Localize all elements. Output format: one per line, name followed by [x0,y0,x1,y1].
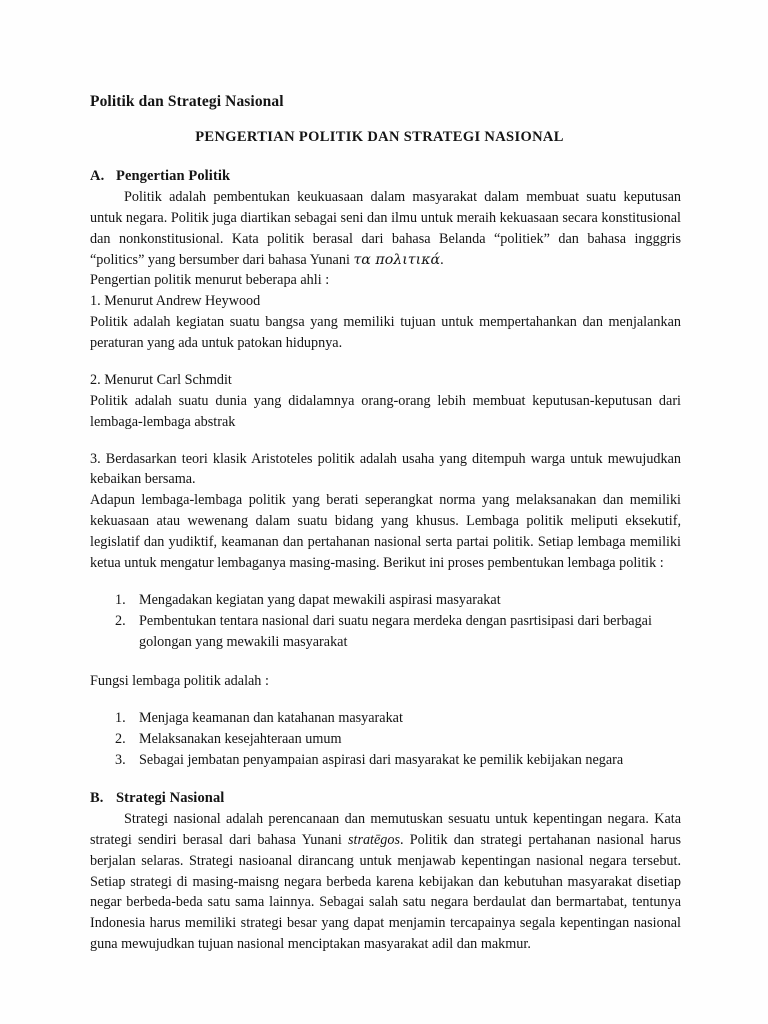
paragraph-strategi-nasional [90,809,681,955]
paragraph-pengertian-politik [90,187,681,271]
list-item [90,708,681,729]
list-item [90,611,681,653]
spacer [90,574,681,590]
spacer [90,771,681,790]
list-item-label: Melaksanakan kesejahteraan umum [139,731,342,748]
list-item-number: 3. [115,752,126,769]
paragraph-text-part2: . Politik dan strategi pertahanan nasional harus berjalan selaras. Strategi nasioanal dirancang untuk menjawab kepentingan nasional negara tersebut. Setiap strategi di masing-maisng negara berbeda karena kebijakan dan kebutuhan masyarakat disetiap negar berbeda-beda satu sama lainnya. Sebagai salah satu negara berdaulat dan bermartabat, tentunya Indonesia harus memiliki strategi besar yang dapat menjamin tercapainya segala kepentingan nasional guna mewujudkan tujuan nasional menciptakan masyarakat adil dan makmur. [90,831,681,953]
section-title-b: Strategi Nasional [116,789,225,806]
list-item [90,750,681,771]
list-item [90,590,681,611]
section-letter-b: B. [90,789,104,806]
greek-term-ta-politika: τα πολιτικά [353,251,441,268]
section-letter-a: A. [90,167,105,184]
paragraph-text-part2: . [440,251,444,268]
italic-term-strategos: stratēgos [347,831,401,848]
list-item-label: Sebagai jembatan penyampaian aspirasi dari masyarakat ke pemilik kebijakan negara [139,752,624,769]
list-item-number: 1. [115,710,126,727]
spacer [90,652,681,671]
list-fungsi-lembaga [90,708,681,771]
expert-3-definition: 3. Berdasarkan teori klasik Aristoteles politik adalah usaha yang ditempuh warga untuk mewujudkan kebaikan bersama. [90,450,681,488]
page-title: Politik dan Strategi Nasional [90,93,284,110]
expert-1-name: 1. Menurut Andrew Heywood [90,293,261,310]
list-item-label: Pembentukan tentara nasional dari suatu negara merdeka dengan pasrtisipasi dari berbagai golongan yang mewakili masyarakat [139,612,652,650]
spacer [90,433,681,449]
list-item [90,729,681,750]
expert-2-definition: Politik adalah suatu dunia yang didalamnya orang-orang lebih membuat keputusan-keputusan dari lembaga-lembaga abstrak [90,392,681,430]
list-item-label: Menjaga keamanan dan katahanan masyarakat [139,710,403,727]
section-title-a: Pengertian Politik [116,167,231,184]
spacer [90,692,681,708]
section-heading-b [90,790,681,807]
section-heading-a [90,168,681,185]
list-item-number: 2. [115,731,126,748]
document-subtitle: PENGERTIAN POLITIK DAN STRATEGI NASIONAL [195,128,564,145]
lead-in-fungsi-lembaga: Fungsi lembaga politik adalah : [90,673,269,690]
list-item-number: 1. [115,591,126,608]
list-item-number: 2. [115,612,126,629]
expert-2-name: 2. Menurut Carl Schmdit [90,371,232,388]
paragraph-text-part1: Politik adalah pembentukan keukuasaan dalam masyarakat dalam membuat suatu keputusan untuk negara. Politik juga diartikan sebagai seni dan ilmu untuk meraih kekuasaan secara konstitusional dan nonkonstitusional. Kata politik berasal dari bahasa Belanda “politiek” dan bahasa ingggris “politics” yang bersumber dari bahasa Yunani [90,188,681,268]
list-proses-pembentukan [90,590,681,653]
paragraph-lembaga-politik: Adapun lembaga-lembaga politik yang berati seperangkat norma yang melaksanakan dan memiliki kekuasaan atau wewenang dalam suatu bidang yang khusus. Lembaga politik meliputi eksekutif, legislatif dan yudiktif, keamanan dan pertahanan nasional serta partai politik. Setiap lembaga memiliki ketua untuk mengatur lembaganya masing-masing. Berikut ini proses pembentukan lembaga politik : [90,492,681,571]
paragraph-text-part1: Strategi nasional adalah perencanaan dan memutuskan sesuatu untuk kepentingan negara. Kata strategi sendiri berasal dari bahasa Yunani [90,810,681,848]
spacer [90,354,681,370]
list-item-label: Mengadakan kegiatan yang dapat mewakili aspirasi masyarakat [139,591,501,608]
lead-in-pengertian-ahli: Pengertian politik menurut beberapa ahli : [90,272,330,289]
expert-1-definition: Politik adalah kegiatan suatu bangsa yang memiliki tujuan untuk mempertahankan dan menjalankan peraturan yang ada untuk patokan hidupnya. [90,314,681,352]
